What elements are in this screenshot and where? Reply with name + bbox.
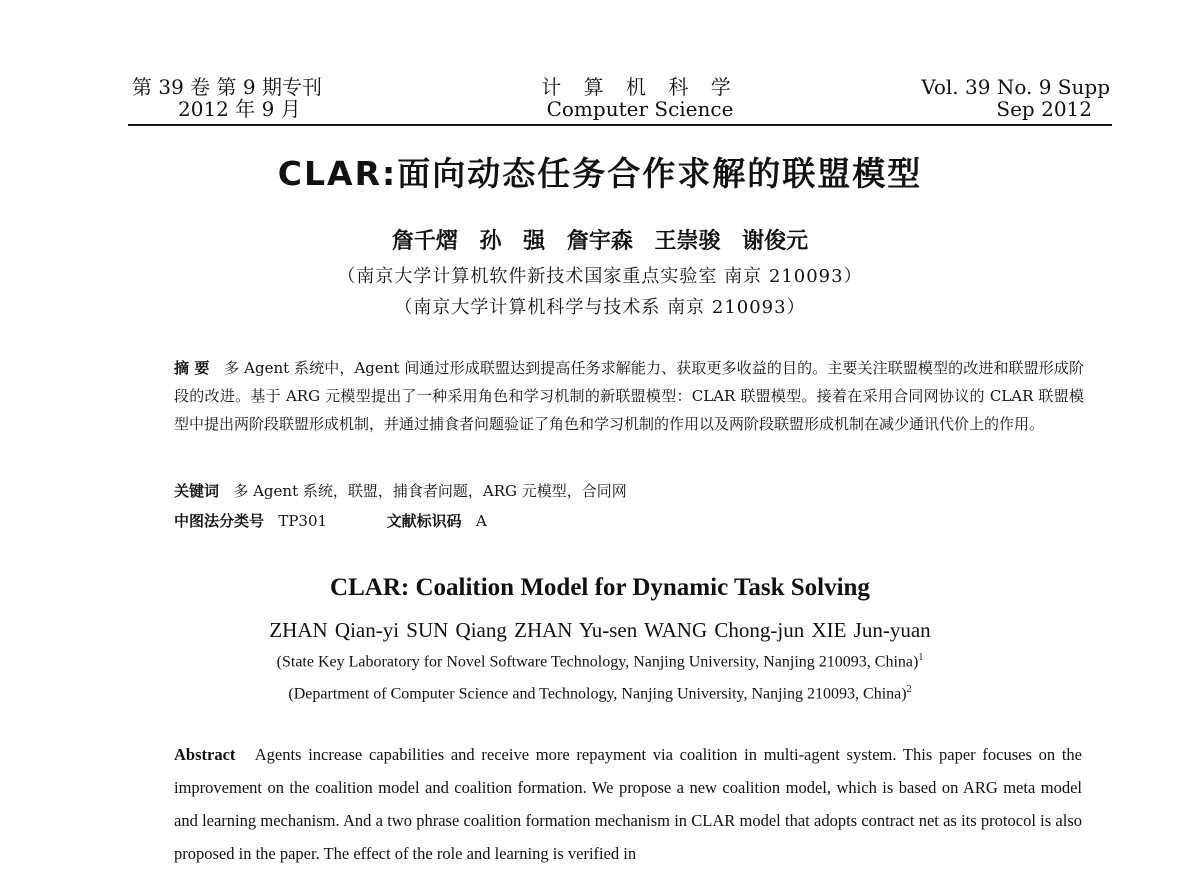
header-rule — [128, 124, 1112, 126]
journal-name-cn: 计 算 机 科 学 — [541, 75, 739, 99]
affiliation-en-2-mark: 2 — [906, 684, 912, 695]
issue-date: 2012 年 9 月 — [178, 97, 301, 121]
affiliation-cn-1: （南京大学计算机软件新技术国家重点实验室 南京 210093） — [337, 266, 863, 287]
paper-title-en: CLAR: Coalition Model for Dynamic Task Solving — [330, 574, 870, 601]
journal-name — [480, 76, 800, 120]
abstract-en — [174, 738, 1082, 870]
keywords-cn — [174, 480, 627, 501]
affiliation-en-2-text: (Department of Computer Science and Technology, Nanjing University, Nanjing 210093, China) — [288, 685, 907, 703]
abstract-cn-text: 多 Agent 系统中，Agent 间通过形成联盟达到提高任务求解能力、获取更多收益的目的。主要关注联盟模型的改进和联盟形成阶段的改进。基于 ARG 元模型提出了一种采用角色和学习机制的新联盟模型：CLAR 联盟模型。接着在采用合同网协议的 CLAR 联盟模型中提出两阶段联盟形成机制，并通过捕食者问题验证了角色和学习机制的作用以及两阶段联盟形成机制在减少通讯代价上的作用。 — [174, 359, 1084, 433]
volume-en: Vol. 39 No. 9 Supp — [921, 75, 1110, 99]
clc-value: TP301 — [278, 512, 328, 530]
affiliation-en-1 — [0, 652, 1200, 671]
doc-code-value: A — [475, 512, 487, 530]
abstract-en-label: Abstract — [174, 745, 236, 764]
keywords-text: 多 Agent 系统，联盟，捕食者问题，ARG 元模型，合同网 — [233, 482, 627, 500]
volume-info — [921, 76, 1110, 120]
affiliation-en-1-text: (State Key Laboratory for Novel Software Technology, Nanjing University, Nanjing 210093, China) — [276, 653, 919, 671]
affiliation-cn-2: （南京大学计算机科学与技术系 南京 210093） — [394, 297, 806, 318]
affiliation-en-2 — [0, 684, 1200, 703]
authors-en: ZHAN Qian-yi SUN Qiang ZHAN Yu-sen WANG Chong-jun XIE Jun-yuan — [269, 618, 931, 642]
abstract-en-text: Agents increase capabilities and receive more repayment via coalition in multi-agent system. This paper focuses on the improvement on the coalition model and coalition formation. We propose a new coalition model, which is based on ARG meta model and learning mechanism. And a two phrase coalition formation mechanism in CLAR model that adopts contract net as its protocol is also proposed in the paper. The effect of the role and learning is verified in — [174, 745, 1082, 863]
classification-line — [174, 510, 487, 531]
authors-cn: 詹千熠 孙 强 詹宇森 王崇骏 谢俊元 — [391, 229, 809, 254]
doc-code-label: 文献标识码 — [386, 512, 462, 530]
keywords-label: 关键词 — [174, 482, 220, 500]
abstract-cn-label: 摘 要 — [174, 359, 210, 377]
issue-volume: 第 39 卷 第 9 期专刊 — [132, 75, 322, 99]
date-en: Sep 2012 — [996, 97, 1092, 121]
journal-name-en: Computer Science — [546, 97, 734, 121]
clc-label: 中图法分类号 — [174, 512, 265, 530]
affiliation-en-1-mark: 1 — [918, 652, 924, 663]
issue-info — [132, 76, 322, 120]
paper-title-cn: CLAR:面向动态任务合作求解的联盟模型 — [277, 154, 923, 193]
abstract-cn — [174, 354, 1084, 438]
